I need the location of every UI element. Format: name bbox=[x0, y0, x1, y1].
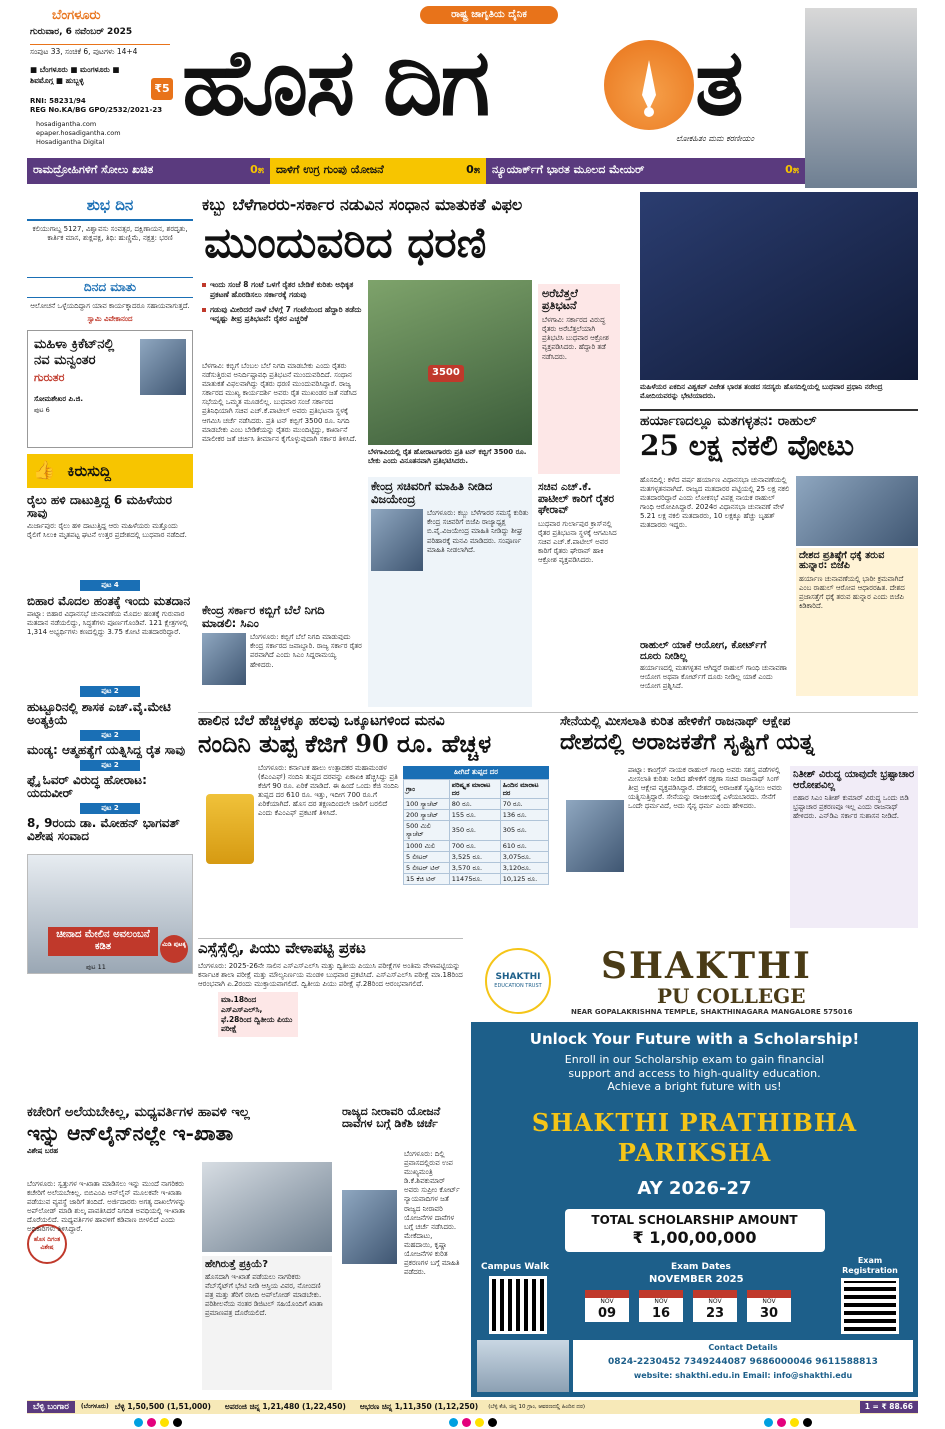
footer-sub: (ಬೆಂಗಳೂರು) bbox=[80, 1403, 109, 1411]
ticker-bar bbox=[27, 158, 805, 184]
lead-body: ಬೆಳಗಾವಿ: ಕಬ್ಬಿಗೆ ಬೆಂಬಲ ಬೆಲೆ ನಿಗದಿ ಮಾಡಬೇಕು ಎಂದು ರೈತರು ನಡೆಸುತ್ತಿರುವ ಅನಿರ್ದಿಷ್ಟಾವಧಿ ಪ್ರತಿಭಟನೆ ಮುಂದುವರಿದಿದೆ. ಸಂಧಾನ ಮಾತುಕತೆ ವಿಫಲವಾಗಿದ್ದು ರೈತರು ಧರಣಿ ಮುಂದುವರಿಸಿದ್ದಾರೆ. ರಾಜ್ಯ ಸರ್ಕಾರದ ಮುಖ್ಯ ಕಾರ್ಯದರ್ಶಿ ಅವರು ರೈತ ಮುಖಂಡರ ಜತೆ ನಡೆಸಿದ ಸಭೆಯಲ್ಲಿ ಒಮ್ಮತ ಮೂಡಲಿಲ್ಲ. ಬುಧವಾರ ಸಂಜೆ ಸರ್ಕಾರದ ಪ್ರತಿನಿಧಿಯಾಗಿ ಸಚಿವ ಎಚ್.ಕೆ.ಪಾಟೀಲ್ ಅವರು ಪ್ರತಿಭಟನಾ ಸ್ಥಳಕ್ಕೆ ಆಗಮಿಸಿ ಚರ್ಚೆ ನಡೆಸಿದರು. ಪ್ರತಿ ಟನ್ ಕಬ್ಬಿಗೆ 3500 ರೂ. ನಿಗದಿ ಮಾಡಬೇಕು ಎಂಬ ಬೇಡಿಕೆಯನ್ನು ರೈತರು ಮುಂದಿಟ್ಟಿದ್ದು, ಕಾರ್ಖಾನೆ ಮಾಲೀಕರ ಜತೆ ಚರ್ಚಿಸಿ ತೀರ್ಮಾನ ಕೈಗೊಳ್ಳುವುದಾಗಿ ಸರ್ಕಾರ ತಿಳಿಸಿದೆ. bbox=[202, 362, 357, 443]
rajnath-story bbox=[560, 714, 918, 932]
cm-story[interactable] bbox=[202, 604, 362, 693]
table-cell: 5 ಲೀಟರ್ ಟಿನ್ bbox=[404, 862, 450, 873]
hand-pen-icon bbox=[604, 40, 694, 130]
date-card bbox=[585, 1290, 629, 1322]
nitish-headline: ನಿತೀಶ್ ವಿರುದ್ಧ ಯಾವುದೇ ಭ್ರಷ್ಟಾಚಾರ ಆರೋಪವಿಲ್ಲ bbox=[793, 769, 915, 791]
date-day: 23 bbox=[705, 1305, 725, 1321]
brief-page: ಪುಟ 2 bbox=[80, 686, 140, 697]
lead-point: ಗಡುವು ಮೀರಿದರೆ ನಾಳೆ ಬೆಳಗ್ಗೆ 7 ಗಂಟೆಯಿಂದ ಹೆದ್ದಾರಿ ತಡೆದು ಇನ್ನಷ್ಟು ತೀವ್ರ ಪ್ರತಿಭಟನೆ: ರೈತರ ಎಚ್ಚರಿಕೆ bbox=[202, 305, 362, 325]
dinada-matu-title: ದಿನದ ಮಾತು bbox=[27, 277, 193, 298]
motto: ಲೋಕಹಿತಂ ಮಮ ಕರಣೀಯಂ bbox=[676, 134, 755, 143]
lead-photo-caption: ಬೆಳಗಾವಿಯಲ್ಲಿ ರೈತ ಹೋರಾಟಗಾರರು ಪ್ರತಿ ಟನ್ ಕಬ್ಬಿಗೆ 3500 ರೂ. ಬೇಕು ಎಂದು ವಿನೂತನವಾಗಿ ಪ್ರತಿಭಟಿಸಿದರು. bbox=[368, 448, 527, 466]
table-cell: 11475ರೂ. bbox=[449, 873, 500, 884]
date-month: NOV bbox=[708, 1298, 722, 1305]
column-promo-box[interactable] bbox=[27, 330, 193, 448]
gold24-rate: ಅಪರಂಜಿ ಚಿನ್ನ 1,21,480 (1,22,450) bbox=[224, 1402, 346, 1412]
rahul-body: ಹೊಸದಿಲ್ಲಿ: ಕಳೆದ ವರ್ಷ ಹರ್ಯಾಣ ವಿಧಾನಸಭಾ ಚುನಾವಣೆಯಲ್ಲಿ ಮತಗಳ್ಳತನವಾಗಿದೆ. ರಾಜ್ಯದ ಮತದಾರರ ಪಟ್ಟಿಯಲ್ಲಿ 25 ಲಕ್ಷ ನಕಲಿ ಮತದಾರರಿದ್ದಾರೆ ಎಂದು ಲೋಕಸಭೆ ವಿಪಕ್ಷ ನಾಯಕ ರಾಹುಲ್ ಗಾಂಧಿ ಆರೋಪಿಸಿದ್ದಾರೆ. 2024ರ ವಿಧಾನಸಭಾ ಚುನಾವಣೆ ವೇಳೆ 5.21 ಲಕ್ಷ ನಕಲಿ ಮತದಾರರು, 10 ಲಕ್ಷಕ್ಕೂ ಹೆಚ್ಚು ಬೃಹತ್ ಮತದಾರರು ಇದ್ದರು. bbox=[640, 476, 790, 530]
city-label: ಬೆಂಗಳೂರು bbox=[52, 8, 101, 23]
date-day: 09 bbox=[597, 1305, 617, 1321]
ticker-text: ದಾಳಿಗೆ ಉಗ್ರ ಗುಂಪು ಯೋಜನೆ bbox=[276, 163, 384, 176]
title-tail: ತ bbox=[695, 28, 744, 136]
date-month: NOV bbox=[762, 1298, 776, 1305]
table-row bbox=[404, 810, 549, 821]
nandini-kicker: ಹಾಲಿನ ಬೆಲೆ ಹೆಚ್ಚಳಕ್ಕೂ ಹಲವು ಒಕ್ಕೂಟಗಳಿಂದ ಮನವಿ bbox=[198, 713, 445, 729]
brief-item[interactable] bbox=[27, 595, 193, 697]
brief-item[interactable] bbox=[27, 774, 193, 814]
nandini-story bbox=[198, 714, 550, 932]
ad-campus-photo bbox=[477, 1340, 569, 1392]
ec-story[interactable] bbox=[640, 640, 790, 691]
website-link[interactable]: hosadigantha.com bbox=[36, 120, 97, 128]
registration-marks bbox=[0, 1418, 945, 1429]
nandini-headline: ನಂದಿನಿ ತುಪ್ಪ ಕೆಜಿಗೆ 90 ರೂ. ಹೆಚ್ಚಳ bbox=[198, 729, 492, 759]
cricket-photo bbox=[640, 192, 918, 380]
sslc-story bbox=[198, 940, 463, 1090]
ticker-page: 0೫ bbox=[785, 163, 799, 176]
ticker-item-3[interactable] bbox=[486, 158, 805, 184]
table-cell: 155 ರೂ. bbox=[449, 810, 500, 821]
table-cell: 1000 ಮಿಲಿ bbox=[404, 840, 450, 851]
china-page: ಪುಟ 11 bbox=[86, 962, 106, 971]
table-row bbox=[404, 799, 549, 810]
shakthi-ad[interactable] bbox=[471, 940, 918, 1397]
brief-text: ಮಿರ್ಜಾಪುರ: ರೈಲು ಹಳಿ ದಾಟುತ್ತಿದ್ದ ಆರು ಮಹಿಳೆಯರು ಮತ್ತೊಂದು ರೈಲಿಗೆ ಸಿಲುಕಿ ಮೃತಪಟ್ಟ ಘಟನೆ ಉತ್ತರ ಪ್ರದೇಶದಲ್ಲಿ ಬುಧವಾರ ನಡೆದಿದೆ. bbox=[27, 522, 187, 540]
quote-text: ಆಲೋಚನೆ ಒಳ್ಳೆಯದಿದ್ದಾಗ ಯಾವ ಕಾರ್ಯಕ್ಕಾದರೂ ಸಹಾಯವಾಗುತ್ತದೆ. bbox=[30, 301, 190, 310]
rahul-headline: 25 ಲಕ್ಷ ನಕಲಿ ವೋಟು bbox=[640, 429, 855, 463]
ekhata-story bbox=[27, 1106, 337, 1396]
table-row bbox=[404, 851, 549, 862]
table-cell: 100 ಸ್ಯಾಚೆಟ್ bbox=[404, 799, 450, 810]
ghee-price-table bbox=[403, 766, 549, 885]
ekhata-headline: ಇನ್ನು ಆನ್‌ಲೈನ್‌ನಲ್ಲೇ ಇ-ಖಾತಾ bbox=[27, 1121, 234, 1146]
ad-sub-1: Enroll in our Scholarship exam to gain financial bbox=[564, 1052, 825, 1066]
table-header bbox=[404, 779, 549, 798]
lead-headline: ಮುಂದುವರಿದ ಧರಣಿ bbox=[204, 217, 487, 267]
tagline-banner: ರಾಷ್ಟ್ರ ಜಾಗೃತಿಯ ದೈನಿಕ bbox=[420, 6, 558, 24]
ad-contact-label: Contact Details bbox=[708, 1343, 778, 1352]
brief-headline: ರೈಲು ಹಳಿ ದಾಟುತ್ತಿದ್ದ 6 ಮಹಿಳೆಯರ ಸಾವು bbox=[27, 492, 172, 521]
sun-emblem bbox=[604, 40, 694, 130]
shubha-dina-title: ಶುಭ ದಿನ bbox=[27, 192, 193, 221]
right-top bbox=[640, 192, 918, 712]
ad-website: website: shakthi.edu.in Email: info@shakthi.edu bbox=[633, 1371, 853, 1381]
brief-item[interactable] bbox=[27, 817, 193, 843]
lead-point: ಇಂದು ಸಂಜೆ 8 ಗಂಟೆ ಒಳಗೆ ರೈತರ ಬೇಡಿಕೆ ಕುರಿತು ಅಧಿಕೃತ ಪ್ರಕಟಣೆ ಹೊರಡಿಸಲು ಸರ್ಕಾರಕ್ಕೆ ಗಡುವು bbox=[202, 280, 362, 300]
rajnath-kicker: ಸೇನೆಯಲ್ಲಿ ಮೀಸಲಾತಿ ಕುರಿತ ಹೇಳಿಕೆಗೆ ರಾಜನಾಥ್ ಆಕ್ಷೇಪ bbox=[560, 713, 791, 728]
editions-list: ■ ಬೆಂಗಳೂರು ■ ಮಂಗಳೂರು ■ ಶಿವಮೊಗ್ಗ ■ ಹುಬ್ಬಳ್ಳಿ bbox=[30, 65, 120, 86]
table-row bbox=[404, 873, 549, 884]
ad-total-amount: ₹ 1,00,00,000 bbox=[632, 1227, 757, 1247]
table-cell: 80 ರೂ. bbox=[449, 799, 500, 810]
table-cell: 15 ಕೆಜಿ ಟಿನ್ bbox=[404, 873, 450, 884]
ad-header bbox=[471, 940, 918, 1022]
brief-page: ಪುಟ 2 bbox=[80, 803, 140, 814]
brief-headline: ಫ್ಲೈ ಓವರ್ ವಿರುದ್ಧ ಹೋರಾಟ: ಯದುವೀರ್ bbox=[27, 773, 147, 801]
sslc-date-box: ಮಾ.18ರಿಂದ ಎಸ್‌ಎಸ್‌ಎಲ್‌ಸಿ, ಫೆ.28ರಿಂದ ದ್ವಿತೀಯ ಪಿಯು ಪರೀಕ್ಷೆ bbox=[218, 992, 298, 1037]
rahul-kicker: ಹರ್ಯಾಣದಲ್ಲೂ ಮತಗಳ್ಳತನ: ರಾಹುಲ್ bbox=[640, 409, 918, 429]
brief-headline: ಹುಟ್ಟೂರಿನಲ್ಲಿ ಶಾಸಕ ಎಚ್.ವೈ.ಮೇಟಿ ಅಂತ್ಯಕ್ರಿಯೆ bbox=[27, 700, 171, 728]
table-cell: 3,075ರೂ. bbox=[500, 851, 548, 862]
how-text: ಹೊಸದಾಗಿ ಇ-ಖಾತೆ ಪಡೆಯಲು ನಾಗರಿಕರು ವೆಬ್‌ಸೈಟ್‌ಗೆ ಭೇಟಿ ನೀಡಿ ಆಸ್ತಿಯ ವಿವರ, ನೋಂದಣಿ ಪತ್ರ ಮತ್ತು ತೆರಿಗೆ ರಸೀದಿ ಅಪ್‌ಲೋಡ್ ಮಾಡಬೇಕು. ಪರಿಶೀಲನೆಯ ನಂತರ ಡಿಜಿಟಲ್ ಸಹಿಯೊಂದಿಗೆ ಖಾತಾ ಪ್ರಮಾಣಪತ್ರ ದೊರೆಯಲಿದೆ. bbox=[205, 1273, 323, 1318]
panchanga-text: ಕಲಿಯುಗಾಬ್ದ 5127, ವಿಶ್ವಾವಸು ಸಂವತ್ಸರ, ದಕ್ಷಿಣಾಯನ, ಶರದೃತು, ಕಾರ್ತಿಕ ಮಾಸ, ಶುಕ್ಲಪಕ್ಷ, ತಿಥಿ: ಹುಣ್ಣಿಮೆ, ನಕ್ಷತ್ರ: ಭರಣಿ bbox=[32, 224, 188, 242]
irrigation-story bbox=[342, 1106, 462, 1396]
how-headline: ಹೇಗಿರುತ್ತೆ ಪ್ರಕ್ರಿಯೆ? bbox=[205, 1259, 269, 1270]
table-cell: 350 ರೂ. bbox=[449, 821, 500, 840]
brief-item[interactable] bbox=[27, 701, 193, 741]
ad-logo bbox=[485, 948, 551, 1014]
price-table bbox=[403, 779, 549, 885]
brief-page: ಪುಟ 2 bbox=[80, 760, 140, 771]
ad-total-label: TOTAL SCHOLARSHIP AMOUNT bbox=[591, 1212, 798, 1227]
nitish-box[interactable] bbox=[790, 766, 918, 928]
title-text: ಹೊಸ ದಿಗ bbox=[182, 28, 489, 136]
pratibhatane-box[interactable] bbox=[538, 284, 620, 474]
ad-logo-text: SHAKTHI bbox=[495, 972, 541, 982]
ec-text: ಹರ್ಯಾಣದಲ್ಲಿ ಮತಗಳ್ಳತನ ಆಗಿದ್ದರೆ ರಾಹುಲ್ ಗಾಂಧಿ ಚುನಾವಣಾ ಆಯೋಗ ಅಥವಾ ಕೋರ್ಟ್‌ಗೆ ದೂರು ನೀಡಿಲ್ಲ ಯಾಕೆ ಎಂದು ಆಯೋಗ ಪ್ರಶ್ನಿಸಿದೆ. bbox=[640, 664, 788, 691]
china-promo[interactable] bbox=[27, 854, 193, 974]
date-card bbox=[747, 1290, 791, 1322]
rajnath-body: ಪಾಟ್ನಾ: ಕಾಂಗ್ರೆಸ್ ನಾಯಕ ರಾಹುಲ್ ಗಾಂಧಿ ಅವರು ಸಶಸ್ತ್ರ ಪಡೆಗಳಲ್ಲಿ ಮೀಸಲಾತಿ ಕುರಿತು ನೀಡಿದ ಹೇಳಿಕೆಗೆ ರಕ್ಷಣಾ ಸಚಿವ ರಾಜನಾಥ್ ಸಿಂಗ್ ತೀವ್ರ ಆಕ್ಷೇಪ ವ್ಯಕ್ತಪಡಿಸಿದ್ದಾರೆ. ದೇಶದಲ್ಲಿ ಅರಾಜಕತೆ ಸೃಷ್ಟಿಸಲು ಅವರು ಯತ್ನಿಸುತ್ತಿದ್ದಾರೆ. ಸೇನೆಯನ್ನು ರಾಜಕೀಯಕ್ಕೆ ಎಳೆಯಬಾರದು. ಸೇನೆಗೆ ಒಂದೇ ಧರ್ಮವಿದೆ, ಅದು ಸೈನ್ಯ ಧರ್ಮ ಎಂದು ಹೇಳಿದರು. bbox=[628, 766, 783, 811]
date-day: 30 bbox=[759, 1305, 779, 1321]
ekhata-kicker: ಕಚೇರಿಗೆ ಅಲೆಯಬೇಕಿಲ್ಲ, ಮಧ್ಯವರ್ತಿಗಳ ಹಾವಳಿ ಇಲ್ಲ bbox=[27, 1105, 250, 1120]
reg-mark bbox=[132, 1418, 184, 1429]
reg-number: REG No.KA/BG GPO/2532/2021-23 bbox=[30, 106, 163, 114]
kirusuddi-title: ಕಿರುಸುದ್ದಿ bbox=[67, 461, 111, 480]
hk-patil-story[interactable] bbox=[538, 482, 620, 702]
ticker-item-2[interactable] bbox=[270, 158, 486, 184]
ticker-text: ರಾಮದ್ರೋಹಿಗಳಿಗೆ ಸೋಲು ಖಚಿತ bbox=[33, 163, 154, 176]
col-header: ಗ್ರಾಂ bbox=[404, 779, 450, 798]
protest-sign: 3500 bbox=[428, 365, 464, 382]
ekhata-seal: ಹೊಸ ದಿಗಂತ ವಿಶೇಷ bbox=[27, 1224, 67, 1264]
vijayendra-headline: ಕೇಂದ್ರ ಸಚಿವರಿಗೆ ಮಾಹಿತಿ ನೀಡಿದ ವಿಜಯೇಂದ್ರ bbox=[371, 479, 493, 506]
reg-mark bbox=[762, 1418, 814, 1429]
table-cell: 136 ರೂ. bbox=[500, 810, 548, 821]
col-header: ಪರಿಷ್ಕೃತ ಮಾರಾಟ ದರ bbox=[449, 779, 500, 798]
ec-headline: ರಾಹುಲ್ ಯಾಕೆ ಆಯೋಗ, ಕೋರ್ಟ್‌ಗೆ ದೂರು ನೀಡಿಲ್ಲ bbox=[640, 640, 767, 662]
promo-author: ಸೋಮಶೇಖರ ಪಿ.ಜಿ. bbox=[34, 395, 84, 404]
promo-page: ಪುಟ 6 bbox=[34, 405, 50, 414]
ghee-product-photo bbox=[206, 794, 254, 864]
brief-headline: ಮಂಡ್ಯ: ಆತ್ಮಹತ್ಯೆಗೆ ಯತ್ನಿಸಿದ್ದ ರೈತ ಸಾವು bbox=[27, 743, 186, 758]
ad-phones: 0824-2230452 7349244087 9686000046 9611588813 bbox=[608, 1357, 878, 1367]
ekhata-byline: ವಿಶೇಷ ಬರಹ bbox=[27, 1147, 59, 1156]
reg-mark bbox=[447, 1418, 499, 1429]
footer-label: ಬೆಳ್ಳಿ ಬಂಗಾರ bbox=[27, 1401, 75, 1414]
irrigation-headline: ರಾಜ್ಯದ ನೀರಾವರಿ ಯೋಜನೆ ದಾವೆಗಳ ಬಗ್ಗೆ ಡಿಕೆಶಿ ಚರ್ಚೆ bbox=[342, 1105, 441, 1131]
sslc-body: ಬೆಂಗಳೂರು: 2025-26ನೇ ಸಾಲಿನ ಎಸ್‌ಎಸ್‌ಎಲ್‌ಸಿ ಮತ್ತು ದ್ವಿತೀಯ ಪಿಯುಸಿ ಪರೀಕ್ಷೆಗಳ ಅಂತಿಮ ವೇಳಾಪಟ್ಟಿಯನ್ನು ಕರ್ನಾಟಕ ಶಾಲಾ ಪರೀಕ್ಷೆ ಮತ್ತು ಮೌಲ್ಯನಿರ್ಣಯ ಮಂಡಳಿ ಬುಧವಾರ ಪ್ರಕಟಿಸಿದೆ. ಎಸ್‌ಎಸ್‌ಎಲ್‌ಸಿ ಪರೀಕ್ಷೆ ಮಾ.18ರಿಂದ ಆರಂಭವಾಗಿ ಏ.2ರಂದು ಮುಕ್ತಾಯವಾಗಲಿದೆ. ದ್ವಿತೀಯ ಪಿಯು ಪರೀಕ್ಷೆ ಫೆ.28ರಿಂದ ಆರಂಭವಾಗಲಿದೆ. bbox=[198, 962, 463, 989]
ticker-page: 0೫ bbox=[466, 163, 480, 176]
table-cell: 500 ಮಿಲಿ ಸ್ಯಾಚೆಟ್ bbox=[404, 821, 450, 840]
nitish-text: ಬಿಹಾರ ಸಿಎಂ ನಿತೀಶ್ ಕುಮಾರ್ ವಿರುದ್ಧ ಒಂದು ಬಿಡಿ ಭ್ರಷ್ಟಾಚಾರ ಪ್ರಕರಣವೂ ಇಲ್ಲ ಎಂದು ರಾಜನಾಥ್ ಹೇಳಿದರು. ಎನ್‌ಡಿಎ ಸರ್ಕಾರ ಸುಶಾಸನ ನೀಡಿದೆ. bbox=[793, 794, 909, 821]
cm-text: ಬೆಂಗಳೂರು: ಕಬ್ಬಿಗೆ ಬೆಲೆ ನಿಗದಿ ಮಾಡುವುದು ಕೇಂದ್ರ ಸರ್ಕಾರದ ಜವಾಬ್ದಾರಿ. ರಾಜ್ಯ ಸರ್ಕಾರ ರೈತರ ಪರವಾಗಿದೆ ಎಂದು ಸಿಎಂ ಸಿದ್ದರಾಮಯ್ಯ ಹೇಳಿದರು. bbox=[250, 633, 362, 669]
price-badge: ₹5 bbox=[151, 78, 173, 100]
ekhata-phone-photo bbox=[202, 1162, 332, 1252]
brief-page: ಪುಟ 4 bbox=[80, 580, 140, 591]
hk-patil-headline: ಸಚಿವ ಎಚ್.ಕೆ. ಪಾಟೀಲ್ ಕಾರಿಗೆ ರೈತರ ಘೇರಾವ್ bbox=[538, 481, 615, 517]
ad-dates bbox=[585, 1290, 791, 1322]
brief-text: ಪಾಟ್ನಾ: ಬಿಹಾರ ವಿಧಾನಸಭೆ ಚುನಾವಣೆಯ ಮೊದಲ ಹಂತಕ್ಕೆ ಗುರುವಾರ ಮತದಾನ ನಡೆಯಲಿದ್ದು, ಸಿದ್ಧತೆಗಳು ಪೂರ್ಣಗೊಂಡಿವೆ. 121 ಕ್ಷೇತ್ರಗಳಲ್ಲಿ 1,314 ಅಭ್ಯರ್ಥಿಗಳು ಕಣದಲ್ಲಿದ್ದು 3.75 ಕೋಟಿ ಮತದಾರರಿದ್ದಾರೆ. bbox=[27, 610, 188, 637]
irrigation-body: ಬೆಂಗಳೂರು: ದಿಲ್ಲಿ ಪ್ರವಾಸದಲ್ಲಿರುವ ಉಪ ಮುಖ್ಯಮಂತ್ರಿ ಡಿ.ಕೆ.ಶಿವಕುಮಾರ್ ಅವರು ಸುಪ್ರೀಂ ಕೋರ್ಟ್ ನ್ಯಾಯವಾದಿಗಳ ಜತೆ ರಾಜ್ಯದ ನೀರಾವರಿ ಯೋಜನೆಗಳ ದಾವೆಗಳ ಬಗ್ಗೆ ಚರ್ಚೆ ನಡೆಸಿದರು. ಮೇಕೆದಾಟು, ಮಹದಾಯಿ, ಕೃಷ್ಣಾ ಯೋಜನೆಗಳ ಕುರಿತ ಪ್ರಕರಣಗಳ ಬಗ್ಗೆ ಮಾಹಿತಿ ಪಡೆದರು. bbox=[404, 1150, 460, 1277]
bjp-box[interactable] bbox=[796, 548, 918, 696]
ad-address: NEAR GOPALAKRISHNA TEMPLE, SHAKTHINAGARA MANGALORE 575016 bbox=[571, 1008, 853, 1016]
ad-month: NOVEMBER 2025 bbox=[649, 1274, 744, 1285]
date-month: NOV bbox=[654, 1298, 668, 1305]
table-cell: 70 ರೂ. bbox=[500, 799, 548, 810]
pratibhatane-text: ಬೆಳಗಾವಿ: ಸರ್ಕಾರದ ವಿರುದ್ಧ ರೈತರು ಅರೆಬೆತ್ತಲೆಯಾಗಿ ಪ್ರತಿಭಟಿಸಿ ಬುಧವಾರ ಆಕ್ರೋಶ ವ್ಯಕ್ತಪಡಿಸಿದರು. ಹೆದ್ದಾರಿ ತಡೆ ನಡೆಸಿದರು. bbox=[542, 316, 609, 361]
footer-note: (ಬೆಳ್ಳಿ ಕೆಜಿ, ಚಿನ್ನ 10 ಗ್ರಾಂ, ಆವರಣದಲ್ಲಿ ಹಿಂದಿನ ದರ) bbox=[488, 1403, 586, 1410]
thumbs-icon: 👍 bbox=[33, 459, 56, 481]
epaper-link[interactable]: epaper.hosadigantha.com bbox=[36, 129, 121, 137]
vijayendra-story[interactable] bbox=[368, 477, 532, 707]
pratibhatane-headline: ಅರೆಬೆತ್ತಲೆ ಪ್ರತಿಭಟನೆ bbox=[542, 287, 578, 313]
promo-title: ಮಹಿಳಾ ಕ್ರಿಕೆಟ್‌ನಲ್ಲಿ ನವ ಮನ್ವಂತರ bbox=[34, 336, 115, 369]
date-month: NOV bbox=[600, 1298, 614, 1305]
table-cell: 305 ರೂ. bbox=[500, 821, 548, 840]
ad-college: PU COLLEGE bbox=[657, 984, 806, 1008]
table-cell: 610 ರೂ. bbox=[500, 840, 548, 851]
masthead-photo bbox=[805, 8, 917, 188]
table-cell: 700 ರೂ. bbox=[449, 840, 500, 851]
ad-contact-box bbox=[573, 1340, 913, 1392]
bjp-headline: ದೇಶದ ಪ್ರತಿಷ್ಠೆಗೆ ಧಕ್ಕೆ ತರುವ ಹುನ್ನಾರ: ಬಿಜೆಪಿ bbox=[799, 550, 885, 572]
date-day: 16 bbox=[651, 1305, 671, 1321]
kirusuddi-header bbox=[27, 454, 193, 488]
brief-item[interactable] bbox=[27, 744, 193, 771]
table-cell: 3,120ರೂ. bbox=[500, 862, 548, 873]
col-header: ಹಿಂದಿನ ಮಾರಾಟ ದರ bbox=[500, 779, 548, 798]
table-cell: 10,125 ರೂ. bbox=[500, 873, 548, 884]
columnist-photo bbox=[140, 339, 186, 395]
ad-sub-2: support and access to high-quality education. bbox=[568, 1066, 821, 1080]
china-headline: ಚೀನಾದ ಮೇಲಿನ ಅವಲಂಬನೆ ಕಡಿತ bbox=[48, 927, 158, 956]
table-cell: 3,525 ರೂ. bbox=[449, 851, 500, 862]
dks-photo bbox=[342, 1190, 397, 1264]
ad-sub-3: Achieve a bright future with us! bbox=[607, 1080, 782, 1094]
bjp-text: ಹರ್ಯಾಣ ಚುನಾವಣೆಯಲ್ಲಿ ಭಾರೀ ಕ್ರಮವಾಗಿದೆ ಎಂಬ ರಾಹುಲ್ ಆರೋಪ ಆಧಾರರಹಿತ. ದೇಶದ ಪ್ರಜಾಸತ್ತೆಗೆ ಧಕ್ಕೆ ತರುವ ಹುನ್ನಾರ ಎಂದು ಬಿಜೆಪಿ ಕಿಡಿಕಾರಿದೆ. bbox=[799, 574, 905, 611]
ad-arc-title: SHAKTHI PRATHIBHA PARIKSHA bbox=[531, 1108, 858, 1167]
ad-total-box bbox=[565, 1209, 825, 1252]
ekhata-body: ಬೆಂಗಳೂರು: ಸ್ವತ್ತುಗಳ ಇ-ಖಾತಾ ಮಾಡಿಸಲು ಇನ್ನು ಮುಂದೆ ನಾಗರಿಕರು ಕಚೇರಿಗೆ ಅಲೆಯಬೇಕಿಲ್ಲ. ಬಿಬಿಎಂಪಿ ಆನ್‌ಲೈನ್ ಮೂಲಕವೇ ಇ-ಖಾತಾ ಪಡೆಯುವ ವ್ಯವಸ್ಥೆ ಜಾರಿಗೆ ತಂದಿದೆ. ಅರ್ಜಿದಾರರು ಅಗತ್ಯ ದಾಖಲೆಗಳನ್ನು ಅಪ್‌ಲೋಡ್ ಮಾಡಿ ಶುಲ್ಕ ಪಾವತಿಸಿದರೆ ನಿಗದಿತ ಅವಧಿಯಲ್ಲಿ ಇ-ಖಾತಾ ದೊರೆಯಲಿದೆ. ಮಧ್ಯವರ್ತಿಗಳ ಹಾವಳಿಗೆ ಕಡಿವಾಣ ಬೀಳಲಿದೆ ಎಂದು ಅಧಿಕಾರಿಗಳು ತಿಳಿಸಿದ್ದಾರೆ. bbox=[27, 1180, 186, 1234]
masthead bbox=[0, 0, 945, 160]
table-cell: 3,570 ರೂ. bbox=[449, 862, 500, 873]
ticker-item-1[interactable] bbox=[27, 158, 270, 184]
table-cell: 5 ಲೀಟರ್ bbox=[404, 851, 450, 862]
table-title: ಹೀಗಿದೆ ತುಪ್ಪದ ದರ bbox=[403, 766, 549, 779]
silver-rate: ಬೆಳ್ಳಿ 1,50,500 (1,51,000) bbox=[114, 1402, 211, 1412]
ad-qr-left[interactable] bbox=[489, 1276, 547, 1334]
ad-campus-label: Campus Walk bbox=[481, 1262, 550, 1272]
lead-kicker: ಕಬ್ಬು ಬೆಳೆಗಾರರು-ಸರ್ಕಾರ ನಡುವಿನ ಸಂಧಾನ ಮಾತುಕತೆ ವಿಫಲ bbox=[202, 195, 523, 214]
digital-link[interactable]: Hosadigantha Digital bbox=[36, 138, 105, 146]
footer-bar bbox=[27, 1400, 918, 1414]
brief-page: ಪುಟ 2 bbox=[80, 730, 140, 741]
date-card bbox=[693, 1290, 737, 1322]
ticker-text: ನ್ಯೂಯಾರ್ಕ್‌ಗೆ ಭಾರತ ಮೂಲದ ಮೇಯರ್ bbox=[492, 163, 645, 176]
newspaper-title bbox=[182, 22, 602, 142]
hk-patil-text: ಬುಧವಾರ ಗುರ್ಲಾಪುರ ಕ್ರಾಸ್‌ನಲ್ಲಿ ರೈತರ ಪ್ರತಿಭಟನಾ ಸ್ಥಳಕ್ಕೆ ಆಗಮಿಸಿದ ಸಚಿವ ಎಚ್.ಕೆ.ಪಾಟೀಲ್ ಅವರ ಕಾರಿಗೆ ರೈತರು ಘೇರಾವ್ ಹಾಕಿ ಆಕ್ರೋಶ ವ್ಯಕ್ತಪಡಿಸಿದರು. bbox=[538, 519, 617, 565]
lead-story bbox=[198, 192, 632, 712]
brief-item[interactable] bbox=[27, 494, 193, 591]
vijayendra-photo bbox=[371, 509, 423, 571]
cricket-caption: ಮಹಿಳೆಯರ ಏಕದಿನ ವಿಶ್ವಕಪ್ ವಿಜೇತ ಭಾರತ ತಂಡದ ಸದಸ್ಯರು ಹೊಸದಿಲ್ಲಿಯಲ್ಲಿ ಬುಧವಾರ ಪ್ರಧಾನಿ ನರೇಂದ್ರ ಮೋದಿಯವರನ್ನು ಭೇಟಿಯಾದರು. bbox=[640, 383, 883, 401]
brief-headline: ಬಿಹಾರ ಮೊದಲ ಹಂತಕ್ಕೆ ಇಂದು ಮತದಾನ bbox=[27, 594, 191, 609]
usd-rate: 1 = ₹ 88.66 bbox=[860, 1401, 918, 1412]
ad-exam-dates: Exam Dates bbox=[671, 1262, 731, 1272]
cm-headline: ಕೇಂದ್ರ ಸರ್ಕಾರ ಕಬ್ಬಿಗೆ ಬೆಲೆ ನಿಗದಿ ಮಾಡಲಿ: ಸಿಎಂ bbox=[202, 603, 325, 630]
lead-photo bbox=[368, 280, 532, 445]
ad-year: AY 2026-27 bbox=[637, 1178, 752, 1199]
vijayendra-text: ಬೆಂಗಳೂರು: ಕಬ್ಬು ಬೆಳೆಗಾರರ ಸಮಸ್ಯೆ ಕುರಿತು ಕೇಂದ್ರ ಸಚಿವರಿಗೆ ಬಿಜೆಪಿ ರಾಜ್ಯಾಧ್ಯಕ್ಷ ಬಿ.ವೈ.ವಿಜಯೇಂದ್ರ ಮಾಹಿತಿ ನೀಡಿದ್ದು ಶೀಘ್ರ ಪರಿಹಾರಕ್ಕೆ ಮನವಿ ಮಾಡಿದರು. ಸಂಪೂರ್ಣ ಮಾಹಿತಿ ನೀಡಲಾಗಿದೆ. bbox=[427, 509, 529, 554]
ad-unlock: Unlock Your Future with a Scholarship! bbox=[529, 1030, 860, 1048]
ad-exam-reg: Exam Registration bbox=[842, 1256, 898, 1275]
ad-qr-right[interactable] bbox=[841, 1278, 899, 1334]
gold22-rate: ಆಭರಣ ಚಿನ್ನ 1,11,350 (1,12,250) bbox=[359, 1402, 479, 1412]
cm-photo bbox=[202, 633, 246, 685]
quote-author: ಸ್ವಾಮಿ ವಿವೇಕಾನಂದ bbox=[87, 314, 133, 323]
rahul-photo bbox=[796, 476, 918, 546]
rajnath-headline: ದೇಶದಲ್ಲಿ ಅರಾಜಕತೆಗೆ ಸೃಷ್ಟಿಗೆ ಯತ್ನ bbox=[560, 728, 815, 755]
brief-headline: 8, 9ರಂದು ಡಾ. ಮೋಹನ್ ಭಾಗವತ್ ವಿಶೇಷ ಸಂವಾದ bbox=[27, 816, 180, 844]
table-cell: 200 ಸ್ಯಾಚೆಟ್ bbox=[404, 810, 450, 821]
ticker-page: 0೫ bbox=[250, 163, 264, 176]
date-label: ಗುರುವಾರ, 6 ನವೆಂಬರ್ 2025 bbox=[30, 27, 133, 37]
sslc-headline: ಎಸ್ಸೆಸ್ಸೆಲ್ಸಿ, ಪಿಯು ವೇಳಾಪಟ್ಟಿ ಪ್ರಕಟ bbox=[198, 939, 366, 957]
ad-name: SHAKTHI bbox=[601, 945, 812, 987]
volume-label: ಸಂಪುಟ 33, ಸಂಚಿಕೆ 6, ಪುಟಗಳು 14+4 bbox=[30, 44, 170, 56]
table-row bbox=[404, 821, 549, 840]
ekhata-how-box[interactable] bbox=[202, 1256, 332, 1390]
china-tag: ಮಿಡಿ ಪುಟಕ್ಕ bbox=[160, 935, 188, 963]
table-row bbox=[404, 840, 549, 851]
nandini-body: ಬೆಂಗಳೂರು: ಕರ್ನಾಟಕ ಹಾಲು ಉತ್ಪಾದಕರ ಮಹಾಮಂಡಳ (ಕೆಎಂಎಫ್) ನಂದಿನಿ ತುಪ್ಪದ ದರವನ್ನು ಏಕಾಏಕಿ ಹೆಚ್ಚಿಸಿದ್ದು ಪ್ರತಿ ಕೆಜಿಗೆ 90 ರೂ. ಏರಿಕೆ ಮಾಡಿದೆ. ಈ ಹಿಂದೆ ಒಂದು ಕೆಜಿ ನಂದಿನಿ ತುಪ್ಪದ ದರ 610 ರೂ. ಇತ್ತು, ಇದೀಗ 700 ರೂ.ಗೆ ಏರಿಕೆಯಾಗಿದೆ. ಹೊಸ ದರ ತಕ್ಷಣದಿಂದಲೇ ಜಾರಿಗೆ ಬರಲಿದೆ ಎಂದು ಕೆಎಂಎಫ್ ಪ್ರಕಟಣೆ ತಿಳಿಸಿದೆ. bbox=[258, 764, 399, 818]
promo-column-name: ಗುರುತರ bbox=[34, 371, 65, 385]
rni-number: RNI: 58231/94 bbox=[30, 97, 86, 105]
lead-points bbox=[202, 280, 362, 329]
date-card bbox=[639, 1290, 683, 1322]
table-row bbox=[404, 862, 549, 873]
ad-logo-trust: EDUCATION TRUST bbox=[494, 983, 542, 990]
